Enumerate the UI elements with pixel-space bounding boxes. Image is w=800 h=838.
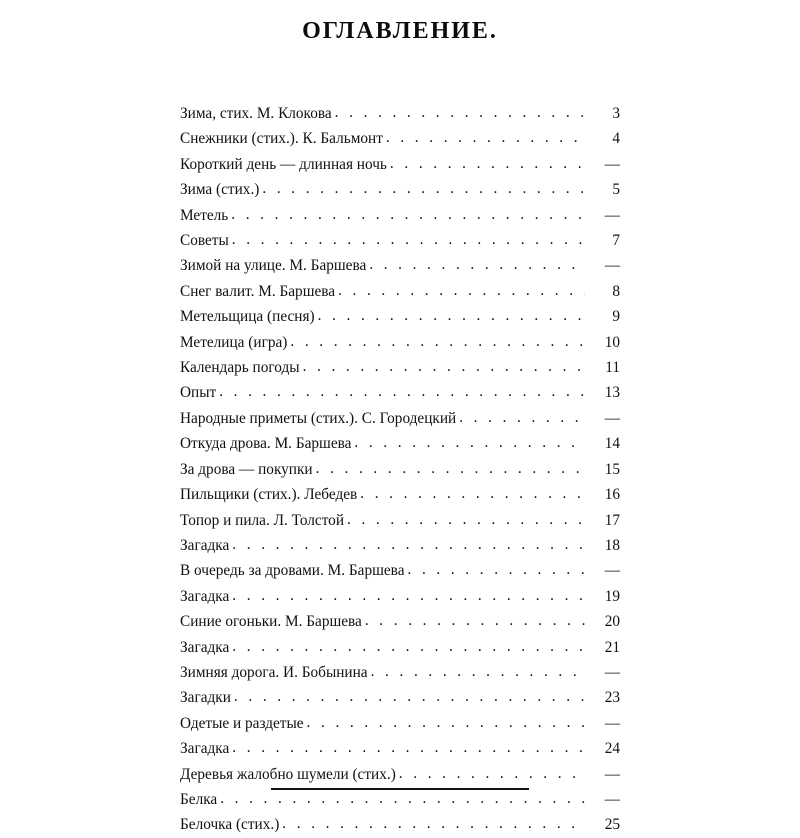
leader-dots xyxy=(360,481,585,506)
entry-page: 4 xyxy=(612,130,620,148)
entry-title: Загадки xyxy=(180,689,231,707)
entry-page: 5 xyxy=(612,181,620,199)
entry-title: Метелица (игра) xyxy=(180,333,288,351)
leader-dots xyxy=(316,456,585,481)
leader-dots xyxy=(234,684,585,709)
entry-title: Снег валит. М. Баршева xyxy=(180,282,336,300)
entry-page: 10 xyxy=(604,333,620,351)
leader-dots xyxy=(232,532,585,557)
leader-dots xyxy=(231,202,585,227)
list-item[interactable] xyxy=(180,101,620,126)
list-item[interactable] xyxy=(180,152,620,177)
entry-title: Топор и пила. Л. Толстой xyxy=(180,511,345,529)
entry-title: Деревья жалобно шумели (стих.) xyxy=(180,765,396,783)
list-item[interactable] xyxy=(180,457,620,482)
list-item[interactable] xyxy=(180,355,620,380)
entry-title: Зимняя дорога. И. Бобынина xyxy=(180,663,368,681)
leader-dots xyxy=(232,583,585,608)
entry-page: 25 xyxy=(604,816,620,834)
list-item[interactable] xyxy=(180,203,620,228)
entry-title: Народные приметы (стих.). С. Городецкий xyxy=(180,409,457,427)
entry-title: Загадка xyxy=(180,587,230,605)
entry-title: Белка xyxy=(180,790,218,808)
entry-title: Метель xyxy=(180,206,229,224)
entry-page: — xyxy=(604,206,620,224)
leader-dots xyxy=(338,278,585,303)
leader-dots xyxy=(219,379,585,404)
leader-dots xyxy=(262,176,585,201)
entry-page: 7 xyxy=(612,232,620,250)
list-item[interactable] xyxy=(180,812,620,837)
list-item[interactable] xyxy=(180,736,620,761)
entry-page: 15 xyxy=(604,460,620,478)
entry-title: Снежники (стих.). К. Бальмонт xyxy=(180,130,383,148)
leader-dots xyxy=(232,227,585,252)
entry-page: 23 xyxy=(604,689,620,707)
entry-page: 21 xyxy=(604,638,620,656)
entry-page: 20 xyxy=(604,613,620,631)
entry-title: Календарь погоды xyxy=(180,359,300,377)
entry-page: 17 xyxy=(604,511,620,529)
entry-page: 14 xyxy=(604,435,620,453)
entry-title: Пильщики (стих.). Лебедев xyxy=(180,486,358,504)
leader-dots xyxy=(232,634,585,659)
entry-page: — xyxy=(604,257,620,275)
list-item[interactable] xyxy=(180,533,620,558)
entry-page: — xyxy=(604,562,620,580)
entry-title: Метельщица (песня) xyxy=(180,308,315,326)
list-item[interactable] xyxy=(180,762,620,787)
entry-title: Зима, стих. М. Клокова xyxy=(180,105,332,122)
leader-dots xyxy=(232,735,585,760)
toc-page xyxy=(0,18,800,834)
entry-page: 16 xyxy=(604,486,620,504)
entry-page: — xyxy=(604,790,620,808)
leader-dots xyxy=(386,125,585,150)
entry-page: — xyxy=(604,409,620,427)
entry-page: 11 xyxy=(605,359,620,377)
leader-dots xyxy=(371,659,585,684)
list-item[interactable] xyxy=(180,482,620,507)
entry-page: — xyxy=(604,714,620,732)
leader-dots xyxy=(347,507,585,532)
entry-page: 18 xyxy=(604,536,620,554)
leader-dots xyxy=(335,100,585,125)
leader-dots xyxy=(354,430,585,455)
entry-title: В очередь за дровами. М. Баршева xyxy=(180,562,405,580)
table-of-contents-list xyxy=(180,101,620,838)
list-item[interactable] xyxy=(180,584,620,609)
list-item[interactable] xyxy=(180,279,620,304)
entry-title: Загадка xyxy=(180,740,230,758)
leader-dots xyxy=(307,710,585,735)
entry-page: 24 xyxy=(604,740,620,758)
list-item[interactable] xyxy=(180,711,620,736)
list-item[interactable] xyxy=(180,609,620,634)
entry-title: Опыт xyxy=(180,384,217,402)
entry-title: Откуда дрова. М. Баршева xyxy=(180,435,352,453)
leader-dots xyxy=(408,557,586,582)
list-item[interactable] xyxy=(180,685,620,710)
entry-title: Советы xyxy=(180,232,229,250)
list-item[interactable] xyxy=(180,330,620,355)
leader-dots xyxy=(390,151,585,176)
list-item[interactable] xyxy=(180,304,620,329)
list-item[interactable] xyxy=(180,558,620,583)
list-item[interactable] xyxy=(180,253,620,278)
list-item[interactable] xyxy=(180,177,620,202)
entry-page: 19 xyxy=(604,587,620,605)
entry-page: 9 xyxy=(612,308,620,326)
list-item[interactable] xyxy=(180,126,620,151)
entry-title: Загадка xyxy=(180,536,230,554)
leader-dots xyxy=(318,303,585,328)
entry-page: 13 xyxy=(604,384,620,402)
entry-title: Белочка (стих.) xyxy=(180,816,280,834)
leader-dots xyxy=(290,329,585,354)
entry-page: 8 xyxy=(612,282,620,300)
list-item[interactable] xyxy=(180,660,620,685)
entry-page: — xyxy=(604,663,620,681)
entry-page: — xyxy=(604,155,620,173)
list-item[interactable] xyxy=(180,406,620,431)
entry-title: Зимой на улице. М. Баршева xyxy=(180,257,367,275)
list-item[interactable] xyxy=(180,228,620,253)
entry-title: Одетые и раздетые xyxy=(180,714,304,732)
entry-title: Загадка xyxy=(180,638,230,656)
entry-title: Зима (стих.) xyxy=(180,181,260,199)
list-item[interactable] xyxy=(180,380,620,405)
entry-title: Короткий день — длинная ночь xyxy=(180,155,387,173)
list-item[interactable] xyxy=(180,431,620,456)
leader-dots xyxy=(303,354,585,379)
entry-title: Синие огоньки. М. Баршева xyxy=(180,613,362,631)
entry-page: — xyxy=(604,765,620,783)
entry-page: 3 xyxy=(612,105,620,122)
entry-title: За дрова — покупки xyxy=(180,460,313,478)
leader-dots xyxy=(399,761,585,786)
leader-dots xyxy=(369,252,585,277)
page-title: ОГЛАВЛЕНИЕ. xyxy=(302,18,498,44)
leader-dots xyxy=(365,608,585,633)
leader-dots xyxy=(282,811,585,836)
leader-dots xyxy=(459,405,585,430)
footer-divider xyxy=(271,788,529,790)
list-item[interactable] xyxy=(180,508,620,533)
list-item[interactable] xyxy=(180,635,620,660)
